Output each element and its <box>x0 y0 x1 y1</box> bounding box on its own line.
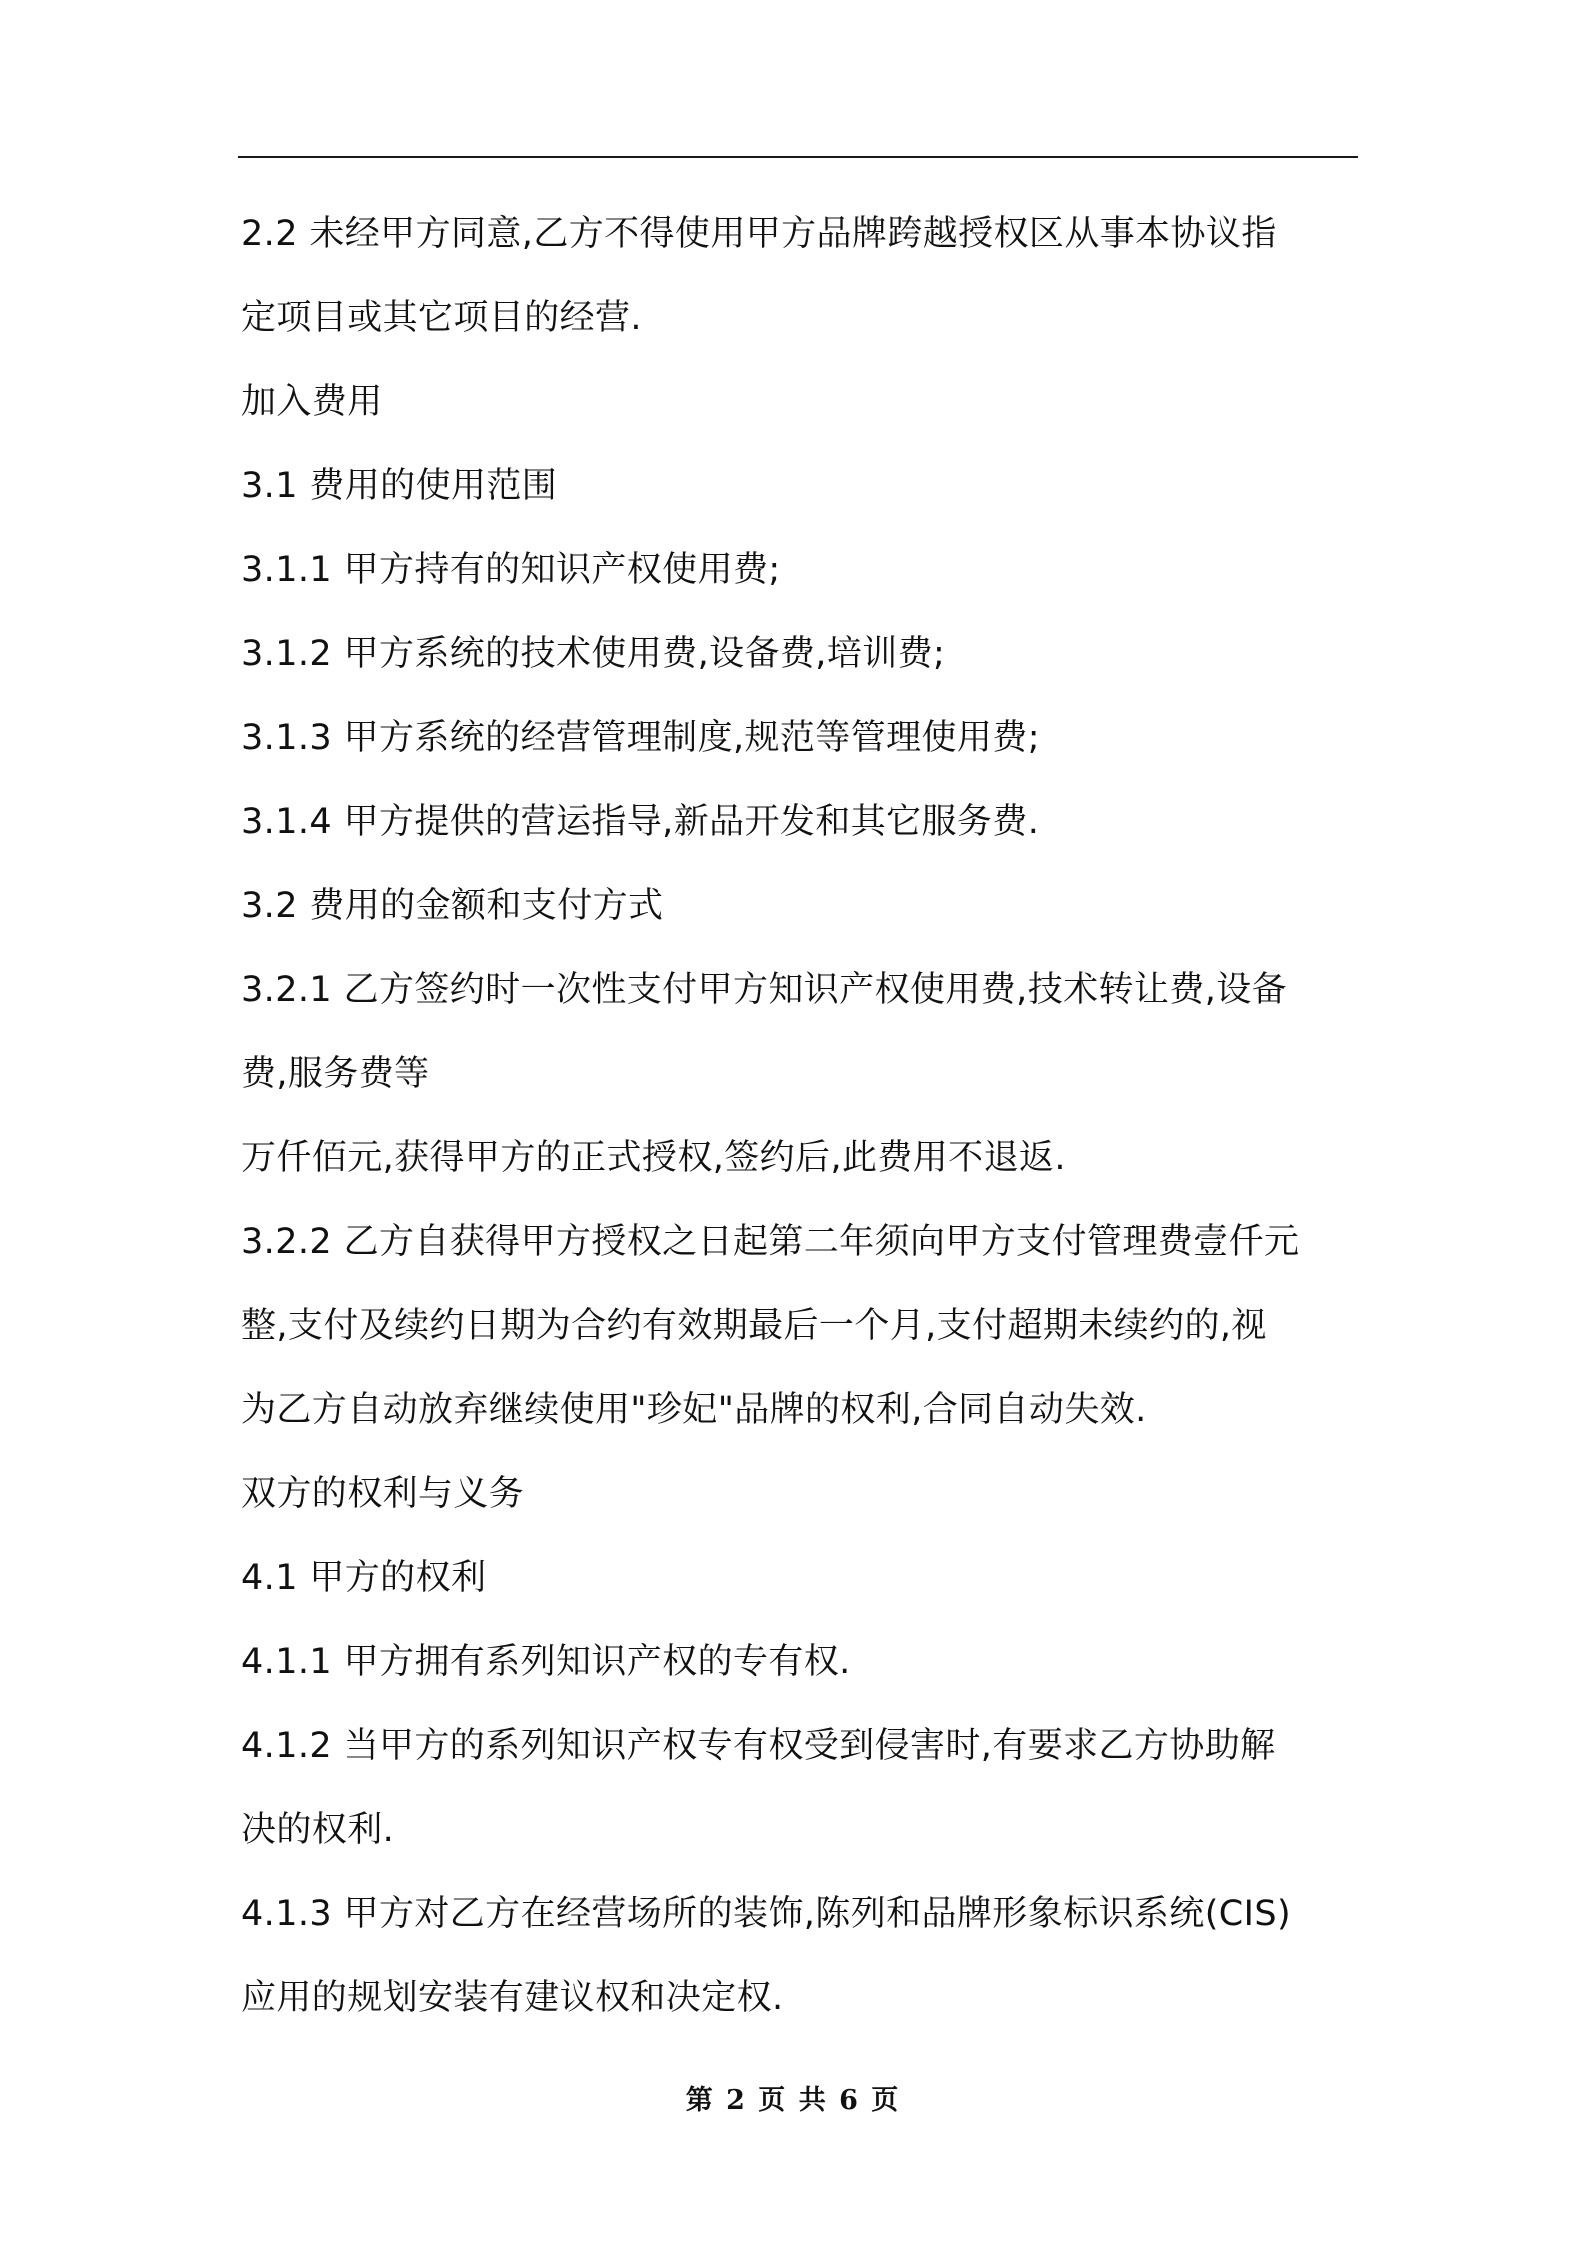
text-line: 3.2.1 乙方签约时一次性支付甲方知识产权使用费,技术转让费,设备 <box>241 970 1288 1010</box>
text-line: 决的权利. <box>241 1810 395 1850</box>
text-line: 3.1.3 甲方系统的经营管理制度,规范等管理使用费; <box>241 718 1040 758</box>
text-line: 2.2 未经甲方同意,乙方不得使用甲方品牌跨越授权区从事本协议指 <box>241 214 1277 254</box>
text-line: 万仟佰元,获得甲方的正式授权,签约后,此费用不退返. <box>241 1138 1066 1178</box>
text-line: 4.1.1 甲方拥有系列知识产权的专有权. <box>241 1642 851 1682</box>
text-line: 定项目或其它项目的经营. <box>241 298 642 338</box>
page-number-footer: 第 2 页 共 6 页 <box>685 2085 901 2116</box>
document-body <box>241 192 1359 2040</box>
header-rule <box>238 156 1358 158</box>
text-line: 4.1 甲方的权利 <box>241 1558 487 1598</box>
text-line: 3.1.1 甲方持有的知识产权使用费; <box>241 550 781 590</box>
section-heading: 双方的权利与义务 <box>241 1474 525 1514</box>
text-line: 4.1.2 当甲方的系列知识产权专有权受到侵害时,有要求乙方协助解 <box>241 1726 1276 1766</box>
text-line: 为乙方自动放弃继续使用"珍妃"品牌的权利,合同自动失效. <box>241 1390 1147 1430</box>
text-line: 3.1.4 甲方提供的营运指导,新品开发和其它服务费. <box>241 802 1040 842</box>
text-line: 整,支付及续约日期为合约有效期最后一个月,支付超期未续约的,视 <box>241 1306 1267 1346</box>
text-line: 3.1.2 甲方系统的技术使用费,设备费,培训费; <box>241 634 946 674</box>
text-line: 3.2 费用的金额和支付方式 <box>241 886 664 926</box>
text-line: 3.2.2 乙方自获得甲方授权之日起第二年须向甲方支付管理费壹仟元 <box>241 1222 1300 1262</box>
section-heading: 加入费用 <box>241 382 383 422</box>
text-line: 应用的规划安装有建议权和决定权. <box>241 1978 784 2018</box>
text-line: 4.1.3 甲方对乙方在经营场所的装饰,陈列和品牌形象标识系统(CIS) <box>241 1894 1291 1934</box>
text-line: 3.1 费用的使用范围 <box>241 466 558 506</box>
text-line: 费,服务费等 <box>241 1054 430 1094</box>
